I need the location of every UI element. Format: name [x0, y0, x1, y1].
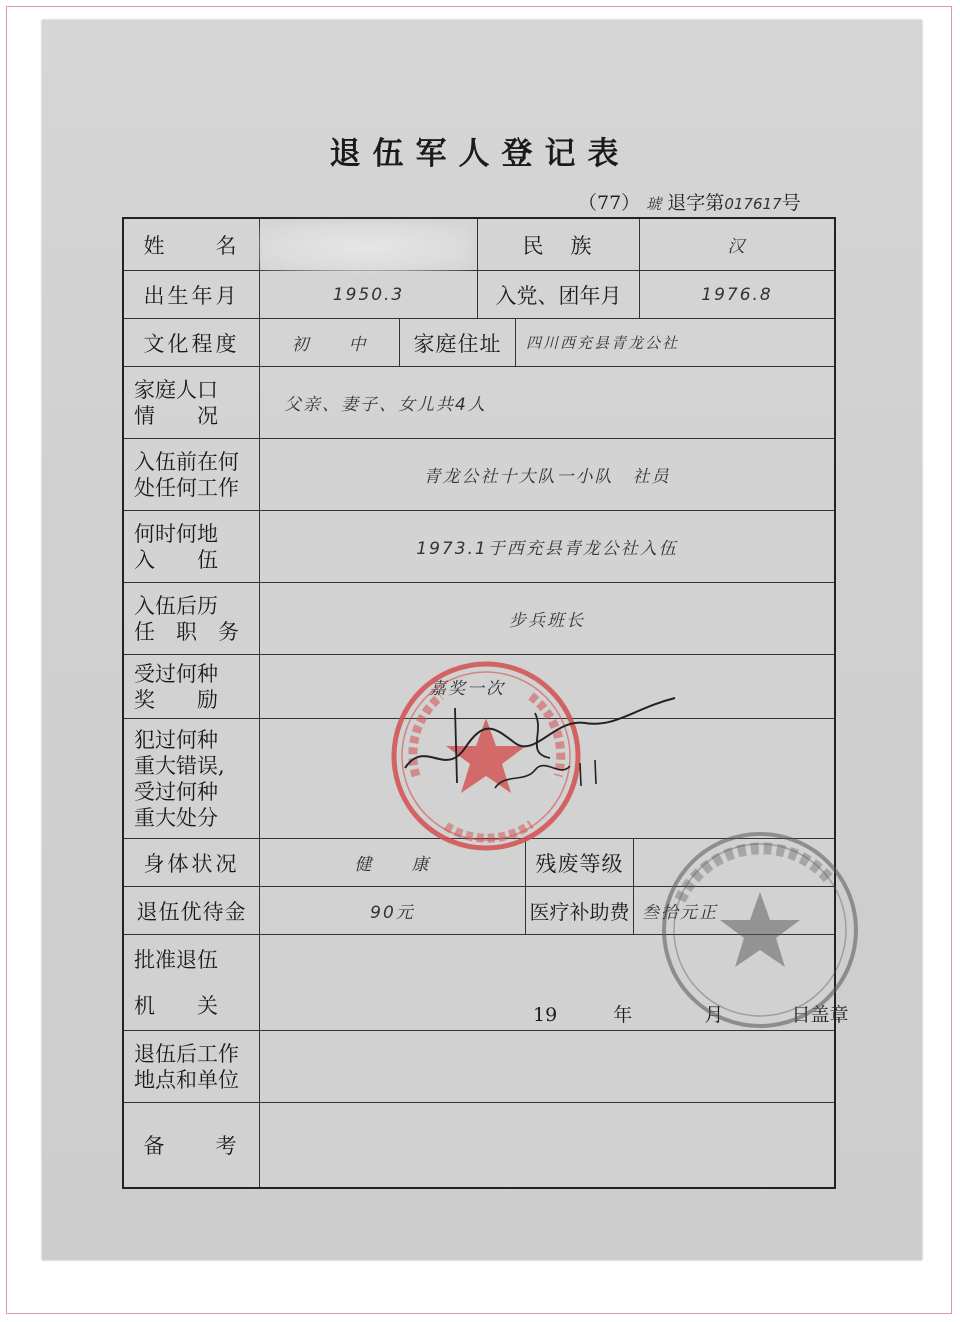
- party-value: 1976.8: [701, 284, 773, 305]
- name-value: [260, 219, 478, 270]
- after-label-line2: 地点和单位: [134, 1067, 239, 1092]
- ethnicity-value: 汉: [727, 237, 747, 257]
- fault-label-line1: 犯过何种: [134, 727, 218, 752]
- education-value: 初 中: [260, 319, 400, 366]
- family-value: 父亲、妻子、女儿共4人: [284, 395, 487, 415]
- gray-stamp-icon: [640, 820, 860, 1030]
- prework-label-line2: 处任何工作: [134, 475, 239, 500]
- prework-label-line1: 入伍前在何: [134, 449, 239, 474]
- doc-number-mid: 退字第: [667, 192, 725, 214]
- address-value: 四川西充县青龙公社: [526, 334, 680, 352]
- prework-label: [124, 439, 260, 510]
- after-label: [124, 1031, 260, 1102]
- allowance-value: 90元: [260, 887, 526, 934]
- award-label-line2: 奖 励: [134, 687, 218, 712]
- fault-label-line2: 重大错误,: [134, 753, 225, 778]
- seal-year: 19: [533, 1004, 558, 1026]
- approve-label-line1: 批准退伍: [134, 947, 218, 972]
- family-label-line2: 情 况: [134, 403, 218, 428]
- document-title: 退伍军人登记表: [329, 136, 631, 172]
- ethnicity-label: 民 族: [478, 219, 640, 270]
- seal-month-unit: 月: [704, 1004, 724, 1026]
- party-label: 入党、团年月: [478, 271, 640, 318]
- seal-day-unit: 日盖章: [791, 1004, 849, 1026]
- doc-number-prefix: （77）: [578, 192, 641, 214]
- allowance-label: 退伍优待金: [124, 887, 260, 934]
- fault-label-line3: 受过何种: [134, 779, 218, 804]
- row-remark: [124, 1103, 834, 1187]
- health-value: 健 康: [260, 839, 526, 886]
- disability-label: 残废等级: [526, 839, 634, 886]
- award-label-line1: 受过何种: [134, 661, 218, 686]
- medical-label: 医疗补助费: [526, 887, 634, 934]
- birth-value: 1950.3: [260, 271, 478, 318]
- award-label: [124, 655, 260, 718]
- fault-label: [124, 719, 260, 838]
- redacted-name: [260, 222, 470, 272]
- family-label: [124, 367, 260, 438]
- doc-number-suffix: 号: [781, 192, 801, 214]
- name-label: 姓 名: [124, 219, 260, 270]
- document-number: [578, 188, 801, 215]
- row-family: [124, 367, 834, 439]
- education-label: 文化程度: [124, 319, 260, 366]
- remark-label: 备 考: [124, 1103, 260, 1187]
- award-value: 嘉奖一次: [429, 679, 505, 699]
- enlist-label-line1: 何时何地: [134, 521, 218, 546]
- seal-year-unit: 年: [613, 1004, 633, 1026]
- health-label: 身体状况: [124, 839, 260, 886]
- approve-label-line2: 机 关: [134, 993, 218, 1018]
- row-education: [124, 319, 834, 367]
- row-birth: [124, 271, 834, 319]
- address-label: 家庭住址: [400, 319, 516, 366]
- duty-label-line1: 入伍后历: [134, 593, 218, 618]
- row-name: [124, 219, 834, 271]
- row-after: [124, 1031, 834, 1103]
- remark-value: [260, 1103, 834, 1187]
- row-enlist: [124, 511, 834, 583]
- birth-label: 出生年月: [124, 271, 260, 318]
- row-prework: [124, 439, 834, 511]
- enlist-label: [124, 511, 260, 582]
- handwritten-signature-icon: [385, 688, 685, 798]
- family-label-line1: 家庭人口: [134, 377, 218, 402]
- duty-label-line2: 任 职 务: [134, 619, 239, 644]
- after-label-line1: 退伍后工作: [134, 1041, 239, 1066]
- enlist-label-line2: 入 伍: [134, 547, 218, 572]
- doc-number-handwritten: 琥: [646, 195, 662, 213]
- after-value: [260, 1031, 834, 1102]
- duty-label: [124, 583, 260, 654]
- doc-number-value: 017617: [724, 195, 782, 213]
- duty-value: 步兵班长: [509, 611, 585, 631]
- fault-label-line4: 重大处分: [134, 805, 218, 830]
- row-duty: [124, 583, 834, 655]
- medical-value: 叁拾元正: [642, 903, 718, 923]
- prework-value: 青龙公社十大队一小队 社员: [423, 467, 671, 487]
- enlist-value: 1973.1于西充县青龙公社入伍: [416, 539, 678, 559]
- approve-label: [124, 935, 260, 1030]
